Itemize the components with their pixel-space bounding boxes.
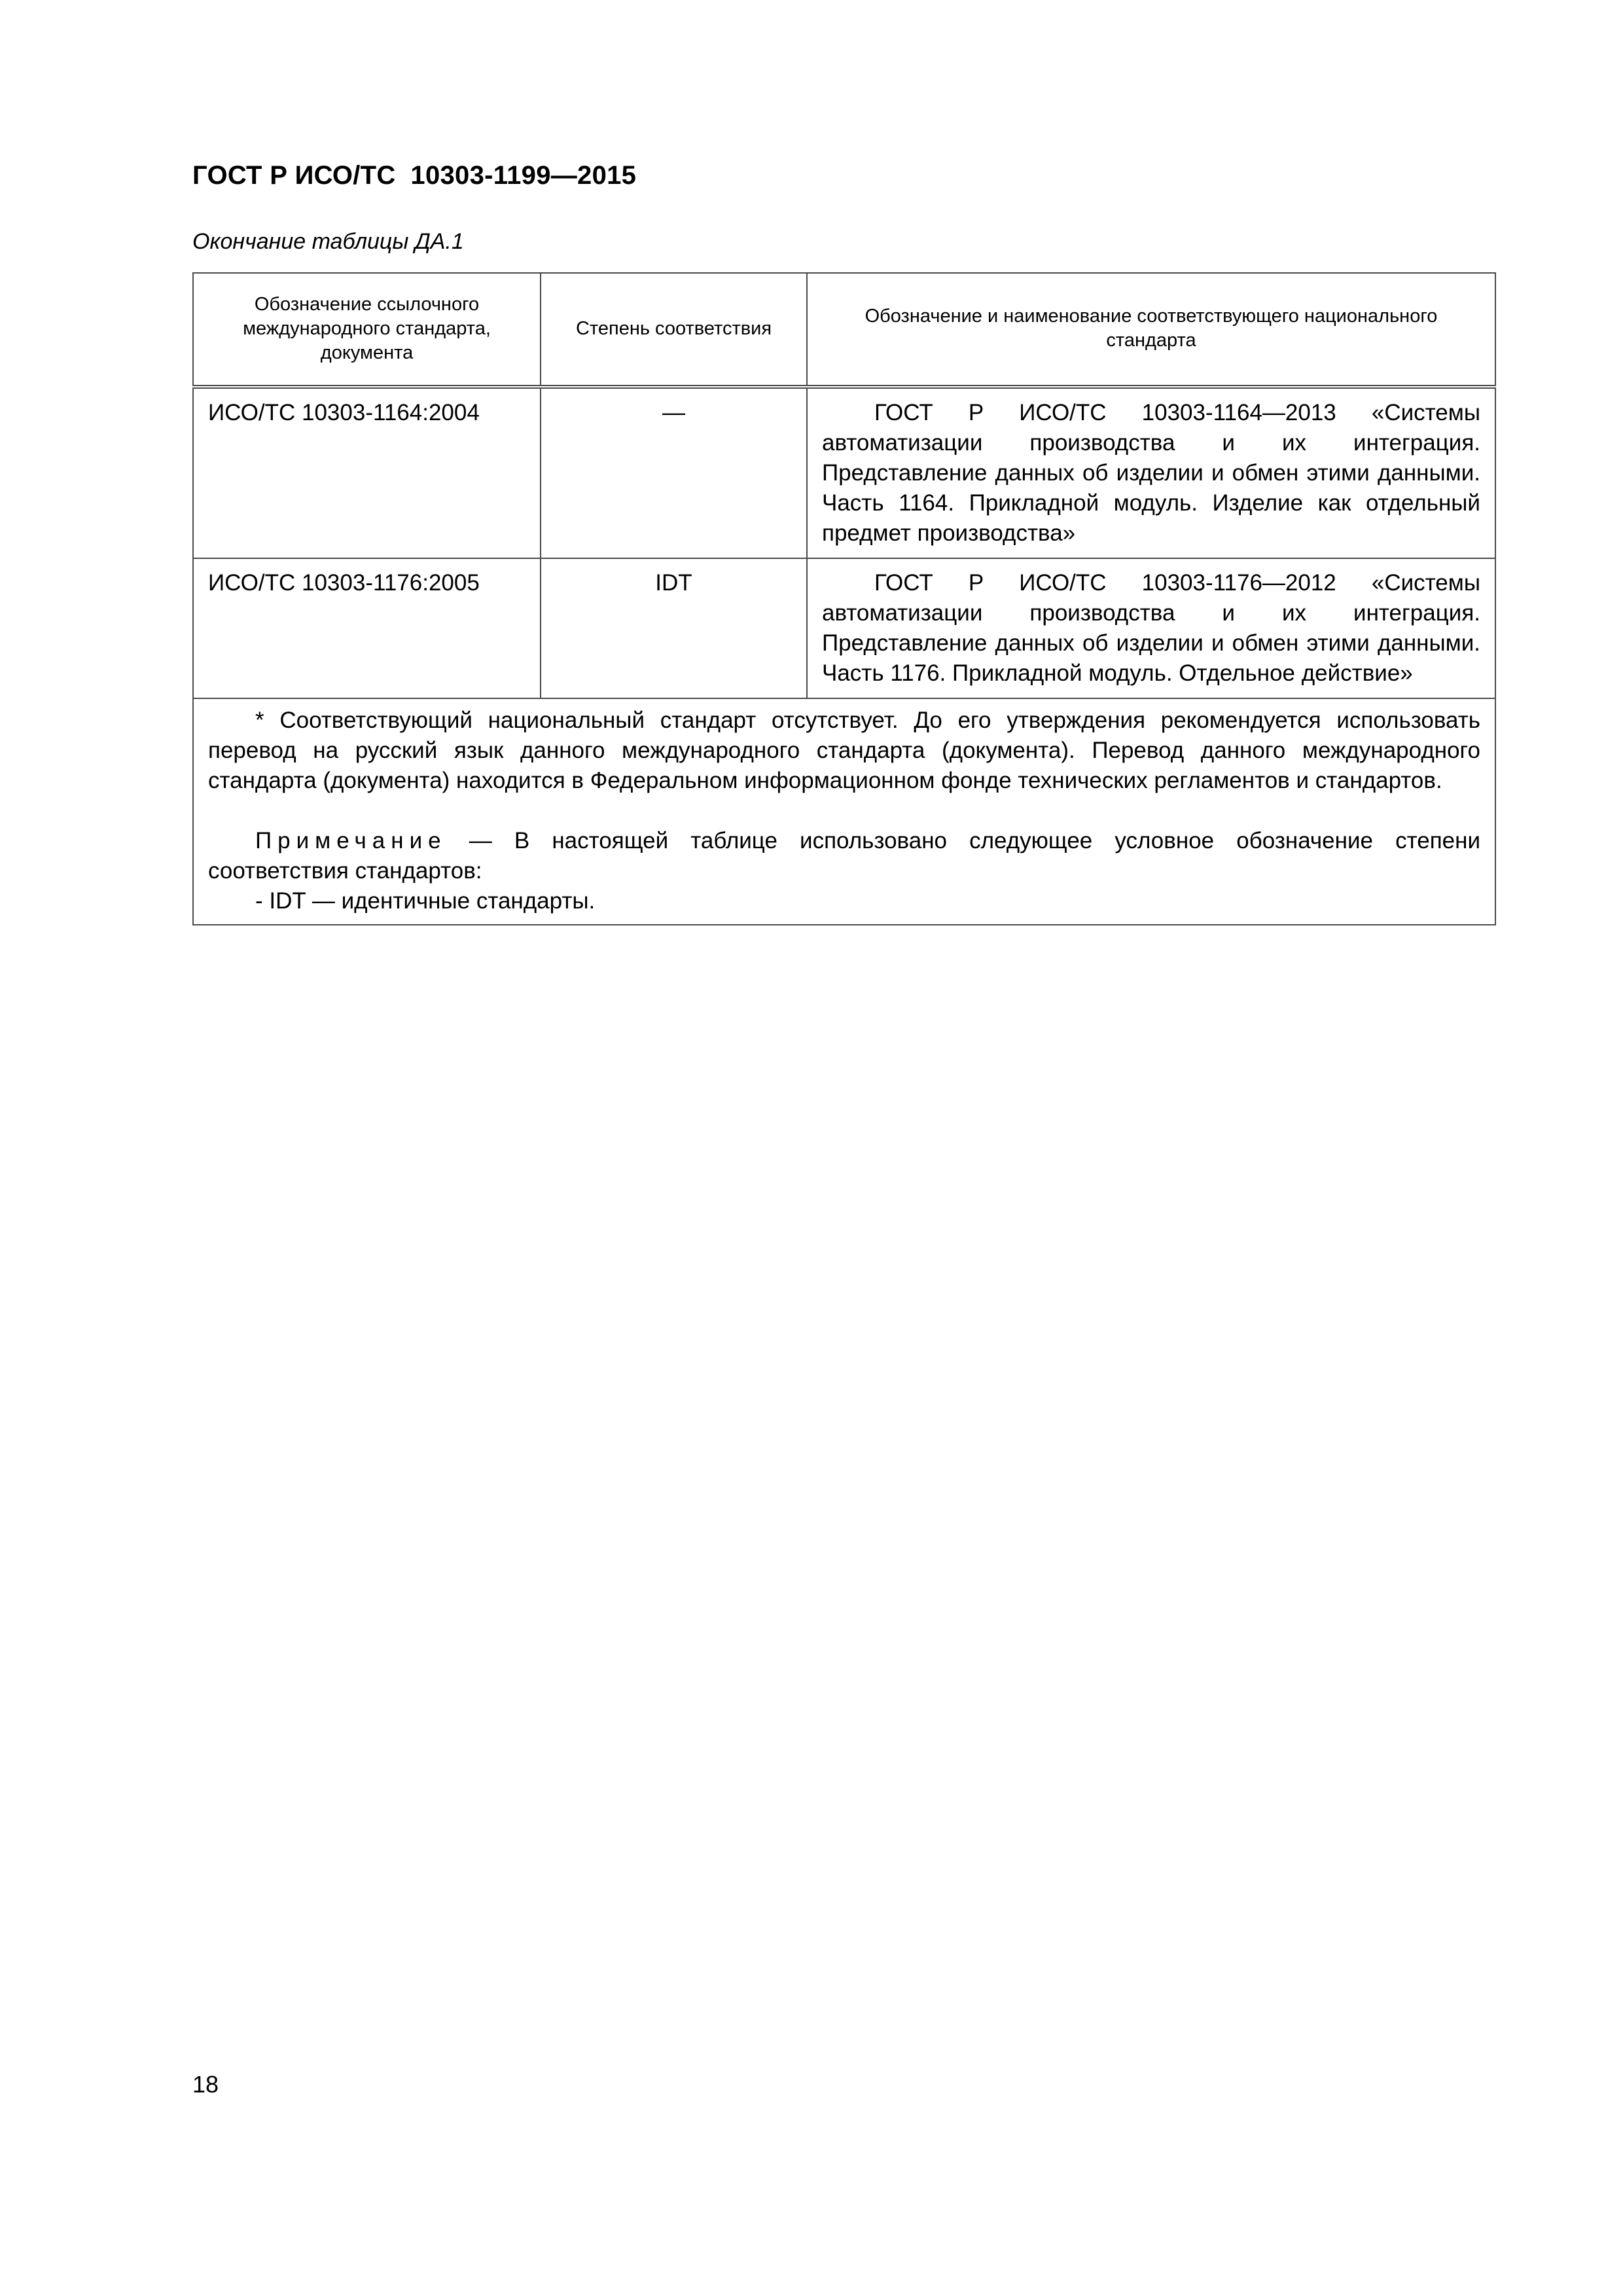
- cell-degree: IDT: [541, 558, 807, 698]
- column-header-degree: Степень соответствия: [541, 273, 807, 387]
- table-notes-cell: [193, 698, 1495, 925]
- document-header: ГОСТ Р ИСО/ТС 10303-1199—2015: [192, 161, 637, 190]
- column-header-reference: Обозначение ссылочного международного стандарта, документа: [193, 273, 541, 387]
- table-row: [193, 387, 1495, 558]
- cell-reference: ИСО/ТС 10303-1176:2005: [193, 558, 541, 698]
- cell-national: ГОСТ Р ИСО/ТС 10303-1164—2013 «Системы автоматизации производства и их интеграция. Представление данных об изделии и обмен этими данными. Часть 1164. Прикладной модуль. Изделие как отдельный предмет производства»: [807, 387, 1495, 558]
- table-note: [208, 826, 1480, 886]
- table-caption: Окончание таблицы ДА.1: [192, 229, 464, 254]
- table-notes-row: [193, 698, 1495, 925]
- cell-reference: ИСО/ТС 10303-1164:2004: [193, 387, 541, 558]
- cell-national: ГОСТ Р ИСО/ТС 10303-1176—2012 «Системы автоматизации производства и их интеграция. Представление данных об изделии и обмен этими данными. Часть 1176. Прикладной модуль. Отдельное действие»: [807, 558, 1495, 698]
- note-label: Примечание: [255, 828, 447, 853]
- page-number: 18: [192, 2071, 219, 2098]
- note-body: — В настоящей таблице использовано следующее условное обозначение степени соответствия стандартов:: [208, 828, 1480, 884]
- column-header-national: Обозначение и наименование соответствующего национального стандарта: [807, 273, 1495, 387]
- note-list-item: - IDT — идентичные стандарты.: [255, 888, 596, 914]
- reference-table: [192, 272, 1496, 925]
- table-row: [193, 558, 1495, 698]
- table-header-row: [193, 273, 1495, 387]
- cell-degree: —: [541, 387, 807, 558]
- table-footnote: * Соответствующий национальный стандарт отсутствует. До его утверждения рекомендуется использовать перевод на русский язык данного международного стандарта (документа). Перевод данного международного стандарта (документа) находится в Федеральном информационном фонде технических регламентов и стандартов.: [208, 708, 1480, 793]
